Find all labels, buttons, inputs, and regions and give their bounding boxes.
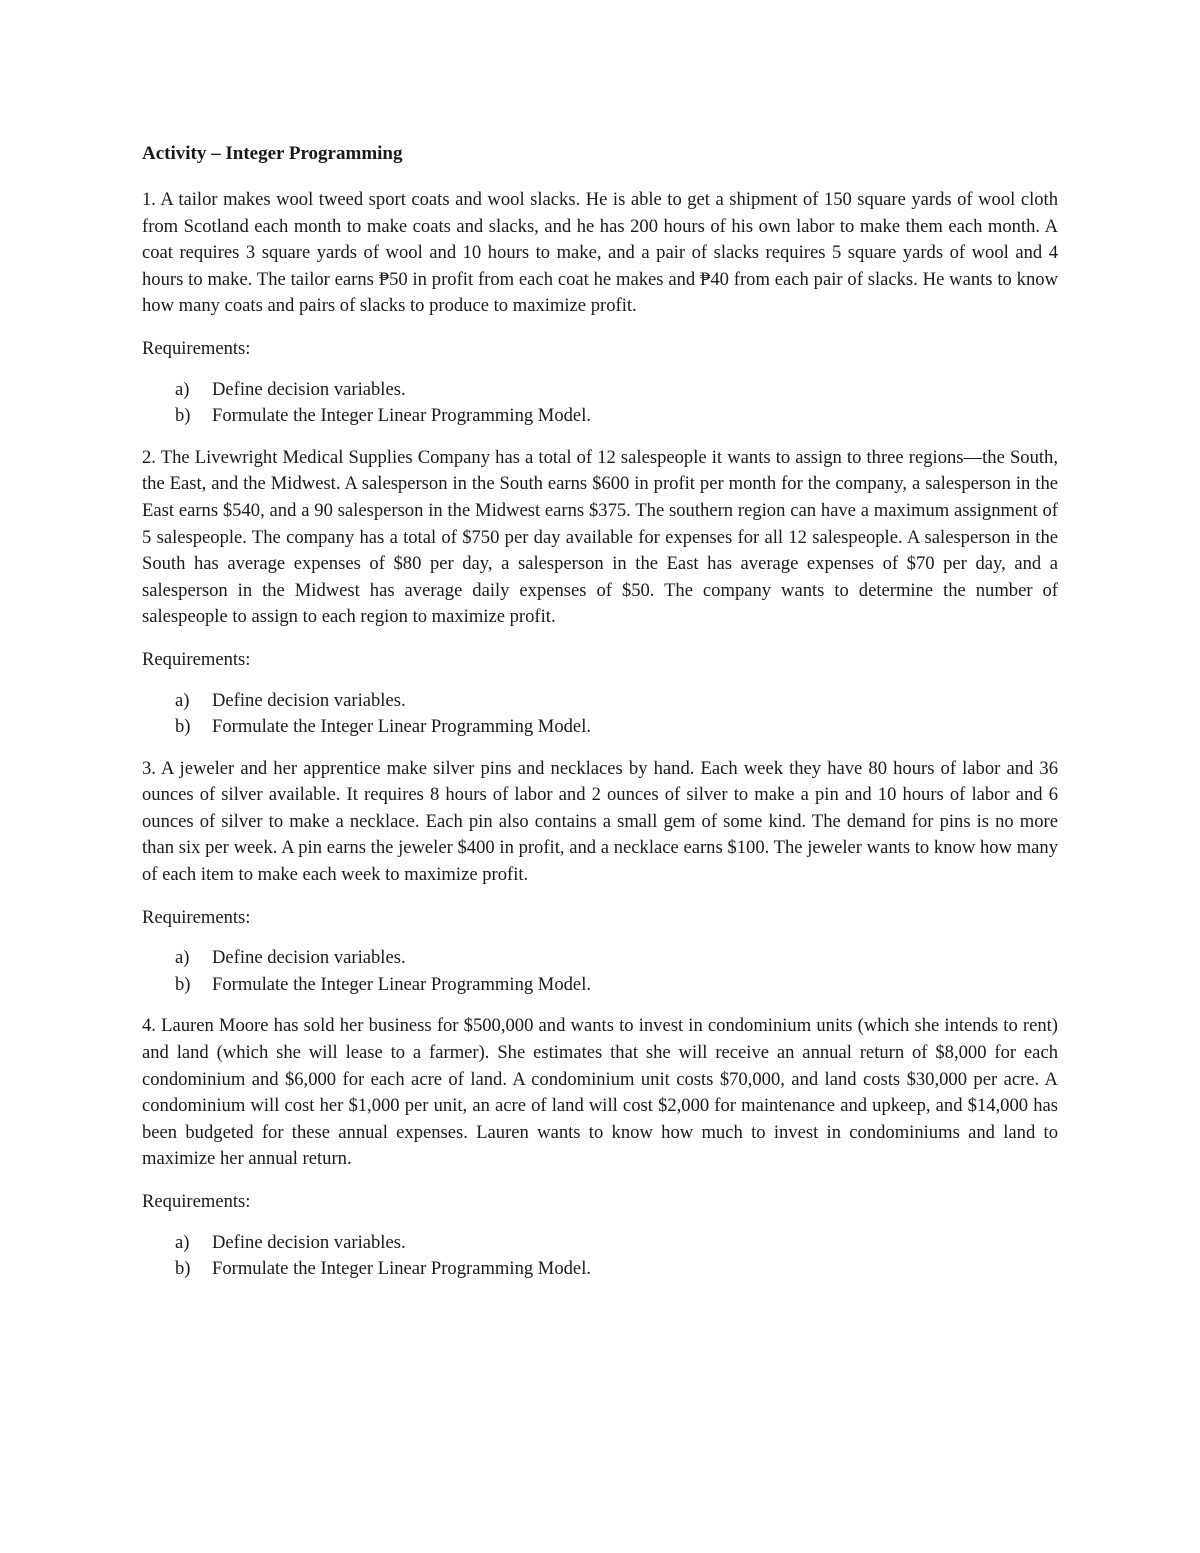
requirement-item (142, 972, 1058, 999)
page-title: Activity – Integer Programming (142, 143, 403, 164)
list-marker: b) (175, 405, 191, 427)
problem-2 (142, 445, 1058, 741)
problem-text: 1. A tailor makes wool tweed sport coats and wool slacks. He is able to get a shipment of 150 square yards of wool cloth from Scotland each month to make coats and slacks, and he has 200 hours of his own labor to make them each month. A coat requires 3 square yards of wool and 10 hours to make, and a pair of slacks requires 5 square yards of wool and 4 hours to make. The tailor earns ₱50 in profit from each coat he makes and ₱40 from each pair of slacks. He wants to know how many coats and pairs of slacks to produce to maximize profit. (142, 189, 1058, 317)
problem-4 (142, 1013, 1058, 1282)
requirements-list (142, 945, 1058, 998)
requirements-label: Requirements: (142, 648, 251, 670)
requirement-item (142, 714, 1058, 741)
requirement-text: Formulate the Integer Linear Programming Model. (212, 716, 592, 738)
problem-1 (142, 187, 1058, 430)
list-marker: a) (175, 947, 190, 969)
requirements-label: Requirements: (142, 337, 251, 359)
requirements-list (142, 688, 1058, 741)
document-page (142, 140, 1058, 1298)
requirement-text: Define decision variables. (212, 378, 406, 400)
list-marker: b) (175, 1258, 191, 1280)
problem-text: 3. A jeweler and her apprentice make silver pins and necklaces by hand. Each week they have 80 hours of labor and 36 ounces of silver available. It requires 8 hours of labor and 2 ounces of silver to make a pin and 10 hours of labor and 6 ounces of silver to make a necklace. Each pin also contains a small gem of some kind. The demand for pins is no more than six per week. A pin earns the jeweler $400 in profit, and a necklace earns $100. The jeweler wants to know how many of each item to make each week to maximize profit. (142, 757, 1058, 886)
requirement-text: Define decision variables. (212, 947, 406, 969)
list-marker: b) (175, 973, 191, 995)
requirement-text: Formulate the Integer Linear Programming Model. (212, 1258, 592, 1280)
list-marker: a) (175, 689, 190, 711)
list-marker: b) (175, 716, 191, 738)
requirement-text: Formulate the Integer Linear Programming Model. (212, 405, 592, 427)
requirements-label: Requirements: (142, 906, 251, 928)
problem-text: 2. The Livewright Medical Supplies Company has a total of 12 salespeople it wants to assign to three regions—the South, the East, and the Midwest. A salesperson in the South earns $600 in profit per month for the company, a salesperson in the East earns $540, and a 90 salesperson in the Midwest earns $375. The southern region can have a maximum assignment of 5 salespeople. The company has a total of $750 per day available for expenses for all 12 salespeople. A salesperson in the South has average expenses of $80 per day, a salesperson in the East has average expenses of $70 per day, and a salesperson in the Midwest has average daily expenses of $50. The company wants to determine the number of salespeople to assign to each region to maximize profit. (142, 446, 1058, 628)
requirement-item (142, 1256, 1058, 1283)
requirement-text: Formulate the Integer Linear Programming Model. (212, 973, 592, 995)
requirement-item (142, 945, 1058, 972)
requirement-item (142, 403, 1058, 430)
requirement-item (142, 377, 1058, 404)
problem-3 (142, 756, 1058, 999)
requirements-label: Requirements: (142, 1191, 251, 1212)
requirement-item (142, 688, 1058, 715)
list-marker: a) (175, 378, 190, 400)
list-marker: a) (175, 1231, 190, 1253)
requirements-list (142, 1230, 1058, 1283)
requirement-text: Define decision variables. (212, 1231, 406, 1253)
requirement-item (142, 1230, 1058, 1257)
requirements-list (142, 377, 1058, 430)
problem-text: 4. Lauren Moore has sold her business for $500,000 and wants to invest in condominium units (which she intends to rent) and land (which she will lease to a farmer). She estimates that she will receive an annual return of $8,000 for each condominium and $6,000 for each acre of land. A condominium unit costs $70,000, and land costs $30,000 per acre. A condominium will cost her $1,000 per unit, an acre of land will cost $2,000 for maintenance and upkeep, and $14,000 has been budgeted for these annual expenses. Lauren wants to know how much to invest in condominiums and land to maximize her annual return. (142, 1015, 1058, 1170)
requirement-text: Define decision variables. (212, 689, 406, 711)
